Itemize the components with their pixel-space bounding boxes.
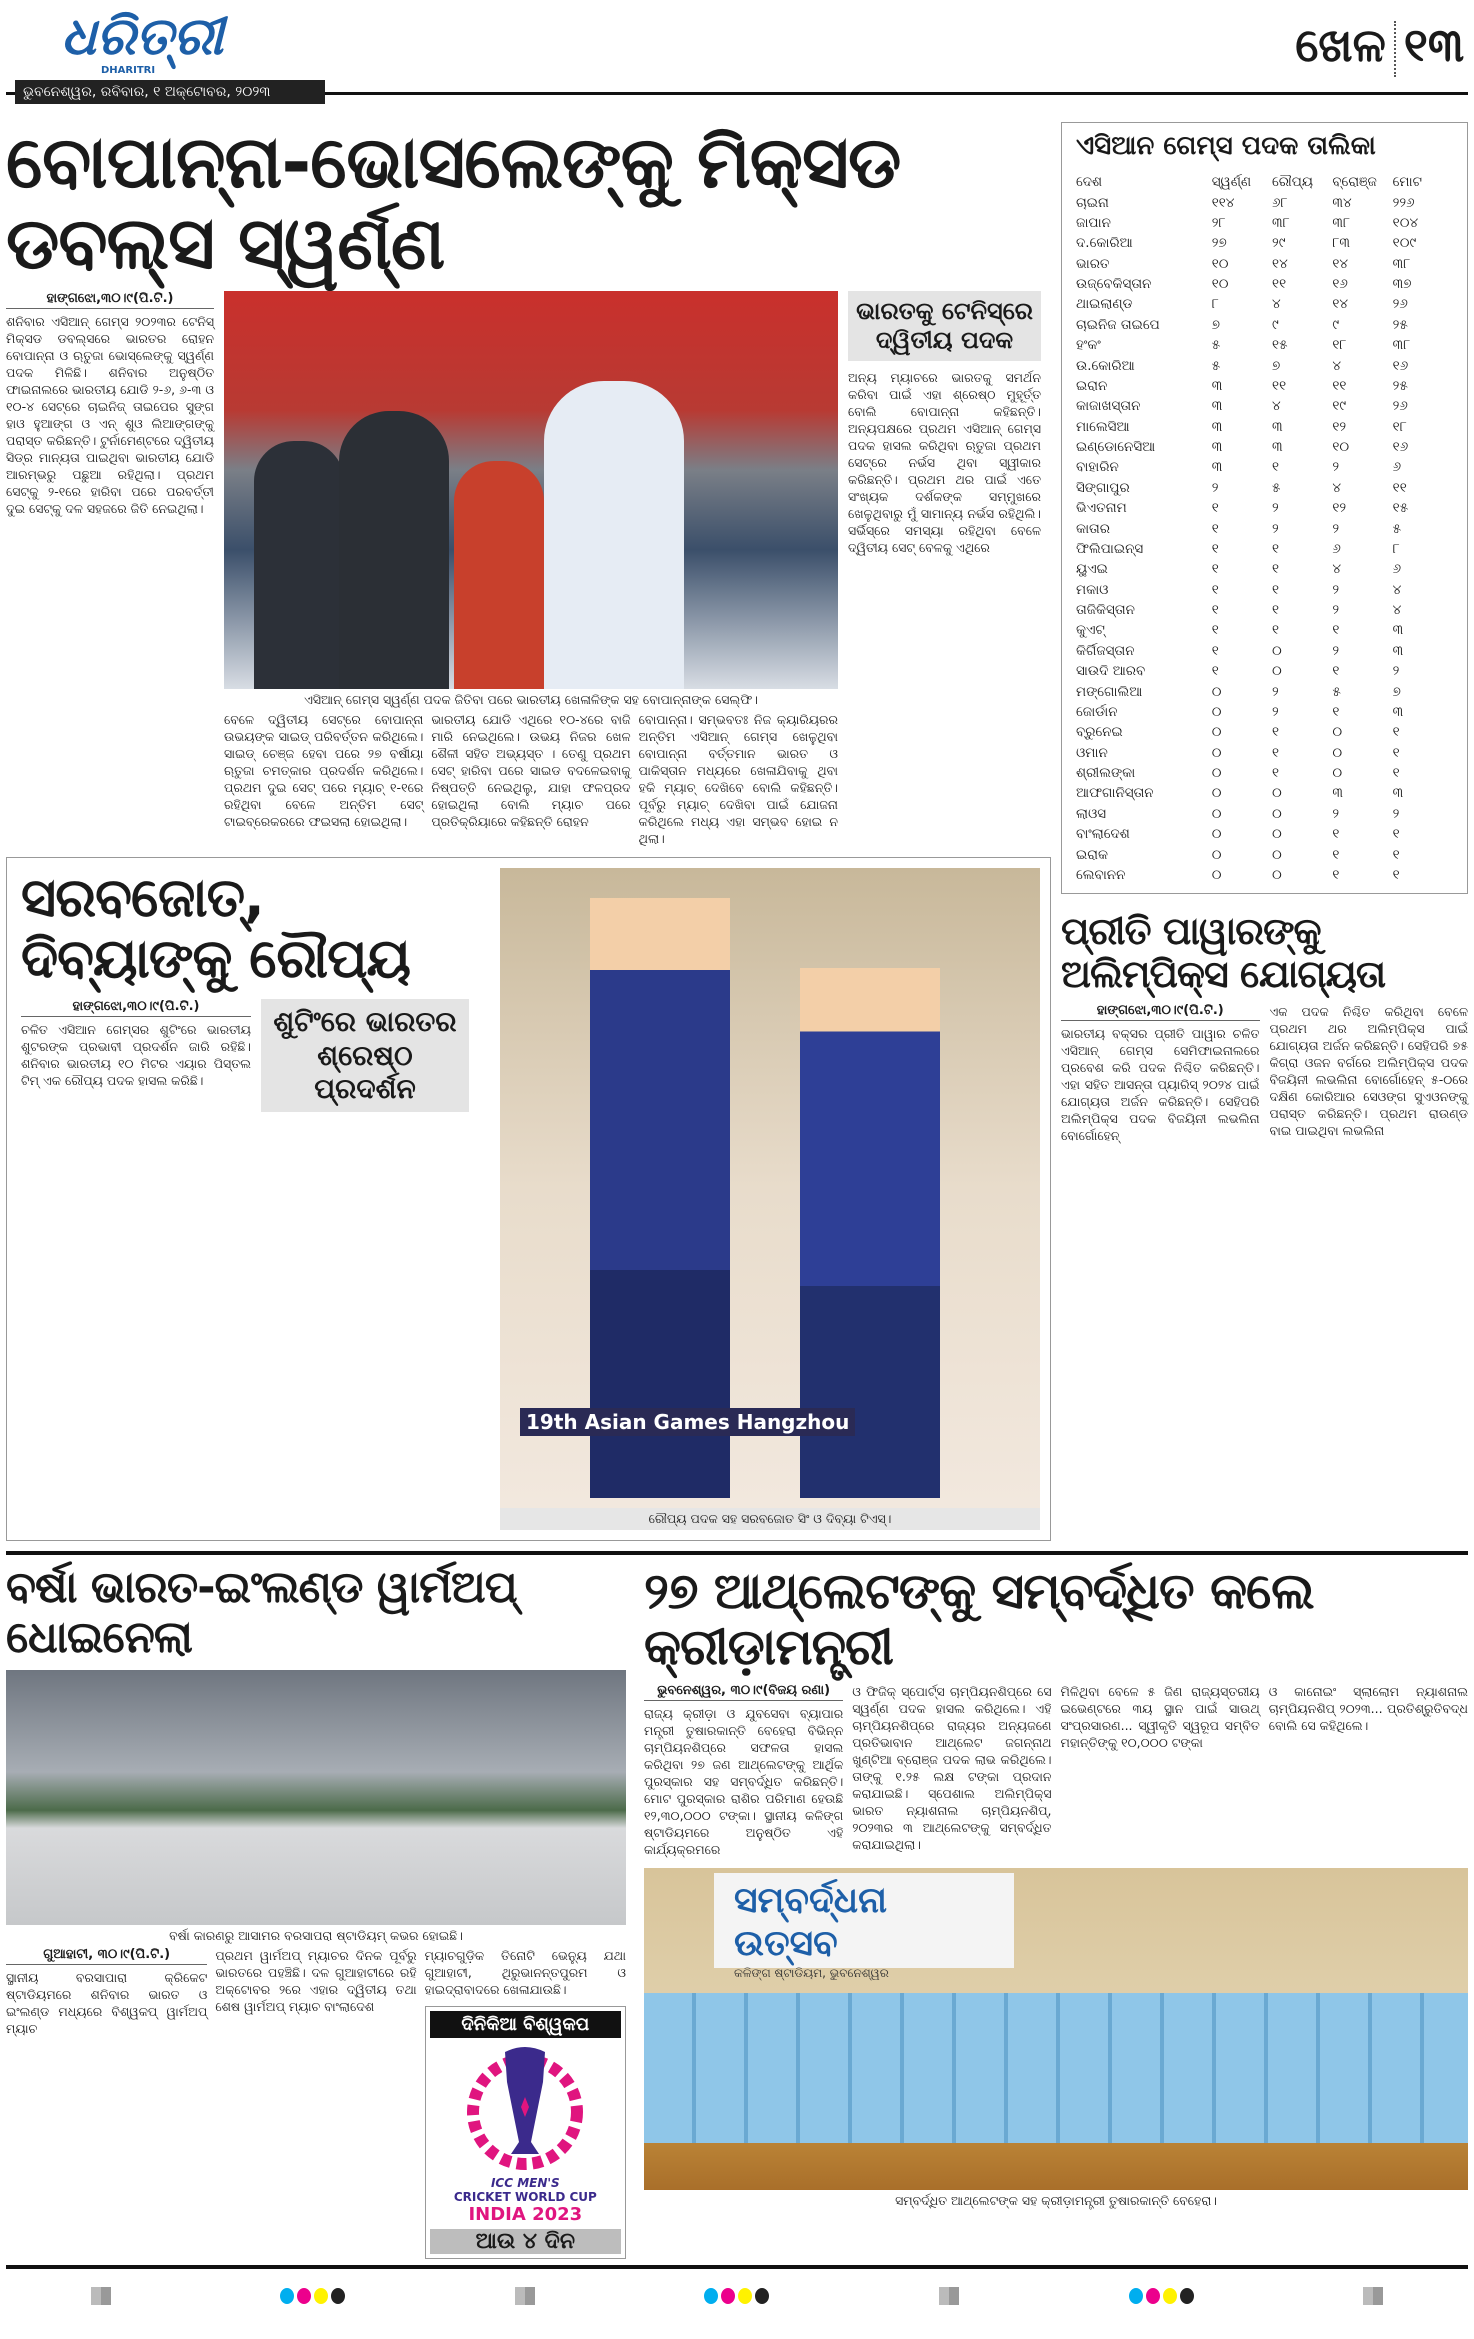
banner-subtext: କଳିଙ୍ଗ ଷ୍ଟାଡିୟମ, ଭୁବନେଶ୍ୱର [734,1965,889,1980]
country-name: ଭିଏତନାମ [1076,500,1127,517]
medal-count: ୦ [1272,663,1282,680]
medal-count: ୨ [1392,663,1400,680]
medal-count: ୧ [1392,866,1400,883]
medal-count: ୫ [1211,337,1221,354]
medal-row [1076,315,1453,335]
medal-row [1076,274,1453,294]
medal-count: ୩ [1211,398,1223,415]
medal-count: ୨ [1332,602,1340,619]
medal-count: ୪ [1332,561,1341,578]
medal-count: ୪ [1272,296,1281,313]
world-cup-trophy-icon [465,2042,585,2172]
medal-row [1076,192,1453,212]
medal-row [1076,722,1453,742]
registration-cmyk-mark [1129,2288,1194,2304]
athletes-col-2: ଓ ଫିଜିକ୍ ସ୍ପୋର୍ଟ୍ସ ଚାମ୍ପିୟନଶିପ୍‌ରେ ସେ ସ୍ୱର୍ଣ୍ଣ ପଦକ ହାସଲ କରିଥିଲେ। ଏହି ଚାମ୍ପିୟନଶିପ୍‌ରେ ରାଜ୍ୟର ଅନ୍ୟଜଣେ ପ୍ରତିଭାବାନ ଆଥ୍‌ଲେଟ ଜଗନ୍ନାଥ ଖୁଣ୍ଟିଆ ବ୍ରୋଞ୍ଜ ପଦକ ଲାଭ କରିଥିଲେ। ତାଙ୍କୁ ୧.୨୫ ଲକ୍ଷ ଟଙ୍କା ପ୍ରଦାନ କରାଯାଇଛି। ସ୍ପେଶାଲ ଅଲିମ୍ପିକ୍ସ ଭାରତ ନ୍ୟାଶନାଲ ଚାମ୍ପିୟନଶିପ୍, ୨୦୨୩ର ୩ ଆଥ୍‌ଲେଟଙ୍କୁ ସମ୍ବର୍ଦ୍ଧିତ କରାଯାଇଥିଲା। [852,1684,1052,1853]
medal-row [1076,213,1453,233]
country-name: ବାଂଲାଦେଶ [1076,826,1130,843]
banner-text: ସମ୍ବର୍ଦ୍ଧନା ଉତ୍ସବ [734,1880,888,1965]
boxing-col-2: ଏକ ପଦକ ନିଶ୍ଚିତ କରିଥିବା ବେଳେ ପ୍ରଥମ ଥର ଅଲିମ୍ପିକ୍ସ ପାଇଁ ଯୋଗ୍ୟତା ଅର୍ଜନ କରିଛନ୍ତି। ସେହିପରି ୭୫ କିଗ୍ରା ଓଜନ ବର୍ଗରେ ଅଲିମ୍ପିକ୍ସ ପଦକ ବିଜୟିନୀ ଲଭଲିନା ବୋର୍ଗୋହେନ୍ ୫-୦ରେ ଦକ୍ଷିଣ କୋରିଆର ସେଓଙ୍ଗ ସୁଏଓନଙ୍କୁ ପରାସ୍ତ କରିଛନ୍ତି। ପ୍ରଥମ ରାଉଣ୍ଡ ବାଇ ପାଇଥିବା ଲଭଲିନା [1269,1004,1468,1139]
athletes-col-3: ମିଳିଥିବା ବେଳେ ୫ ଜିଣ ରାଜ୍ୟସ୍ତରୀୟ ଇଭେଣ୍ଟରେ ୩ୟ ସ୍ଥାନ ପାଇଁ ସାଉଥ୍ ସଂପ୍ରସାରଣ... ସ୍ୱୀକୃତି ସ୍ୱରୂପ ସମ୍ବିତ ମହାନ୍ତିଙ୍କୁ ୧୦,୦୦୦ ଟଙ୍କା [1060,1684,1260,1751]
medal-count: ୨୬ [1392,398,1408,415]
rain-caption: ବର୍ଷା କାରଣରୁ ଆସାମର ବରସାପରା ଷ୍ଟାଡିୟମ୍ କଭର ହୋଇଛି। [169,1927,463,1943]
medal-count: ୭ [1211,316,1220,333]
medal-count: ୧ [1272,561,1280,578]
medal-count: ୧ [1211,642,1219,659]
registration-grey-mark [1363,2287,1383,2305]
tennis-selfie-photo [224,291,838,689]
medal-count: ୧ [1392,846,1400,863]
medal-count: ୩ [1211,439,1223,456]
medal-count: ୧୧ [1392,479,1407,496]
medal-count: ୨ [1332,459,1340,476]
medal-count: ୦ [1211,866,1222,883]
medal-count: ୧ [1332,826,1340,843]
country-name: ଫିଲିପାଇନ୍ସ [1076,540,1144,557]
medal-count: ୧୧ [1272,377,1287,394]
medal-count: ୧ [1272,581,1280,598]
medal-count: ୧ [1272,765,1280,782]
medal-count: ୧ [1332,622,1340,639]
medal-count: ୩୮ [1392,255,1411,272]
shooting-story-box [6,857,1051,1541]
athletes-felicitation-photo [644,1868,1468,2190]
registration-grey-mark [91,2287,111,2305]
medal-count: ୨୫ [1392,377,1408,394]
medal-count: ୧ [1392,765,1400,782]
country-name: ଓମାନ [1076,744,1108,761]
medal-count: ୭ [1392,683,1401,700]
masthead [6,8,1468,116]
shooting-caption: ରୌପ୍ୟ ପଦକ ସହ ସରବଜୋତ ସିଂ ଓ ଦିବ୍ୟା ଟିଏସ୍। [500,1508,1040,1530]
country-name: ସାଉଦି ଆରବ [1076,663,1146,680]
country-name: ଦ.କୋରିଆ [1076,235,1133,252]
medal-count: ୨୭ [1211,235,1227,252]
medal-table-box [1061,122,1468,894]
medal-row [1076,783,1453,803]
medal-count: ୧୧ [1332,377,1347,394]
medal-row [1076,437,1453,457]
rain-story [6,1563,626,2259]
country-name: ମାଲେସିଆ [1076,418,1130,435]
medal-count: ୧ [1272,540,1280,557]
athletes-headline: ୨୭ ଆଥ୍‌ଲେଟଙ୍କୁ ସମ୍ବର୍ଦ୍ଧିତ କଲେ କ୍ରୀଡ଼ାମନ୍ତ୍ରୀ [644,1562,1314,1677]
medal-row [1076,498,1453,518]
medal-count: ୨ [1332,520,1340,537]
medal-count: ୧୦ [1211,255,1229,272]
medal-row [1076,580,1453,600]
medal-row [1076,641,1453,661]
medal-count: ୫ [1211,357,1221,374]
medal-count: ୧ [1272,622,1280,639]
medal-count: ୧୦ [1211,276,1229,293]
medal-count: ୩ [1272,418,1283,435]
medal-count: ୦ [1272,826,1282,843]
medal-count: ୦ [1332,744,1343,761]
medal-row [1076,233,1453,253]
medal-count: ୧ [1272,602,1280,619]
medal-count: ୦ [1272,846,1282,863]
shooting-headline: ସରବଜୋତ୍, ଦିବ୍ୟାଙ୍କୁ ରୌପ୍ୟ [21,866,411,990]
medal-count: ୧ [1332,663,1340,680]
medal-count: ୪ [1272,398,1281,415]
country-name: ଇଣ୍ଡୋନେସିଆ [1076,439,1156,456]
shooting-body: ହାଙ୍ଗଝୋ,୩୦।୯(ପି.ଟି.) ଚଳିତ ଏସିଆନ ଗେମ୍ସର ଶୁଟିଂରେ ଭାରତୀୟ ଶୁଟରଙ୍କ ପ୍ରଭାବୀ ପ୍ରଦର୍ଶନ ଜାରି ରହିଛି। ଶନିବାର ଭାରତୀୟ ୧୦ ମିଟର ଏୟାର ପିସ୍ତଲ ଟିମ୍ ଏକ ରୌପ୍ୟ ପଦକ ହାସଲ କରିଛି। [21,999,251,1089]
medal-header: ବ୍ରୋଞ୍ଜ [1332,174,1377,191]
medal-count: ୨ [1272,500,1279,517]
medal-count: ୨ [1211,479,1219,496]
medal-count: ୧୦୪ [1392,214,1419,231]
medal-count: ୪ [1332,479,1341,496]
medal-count: ୬ [1392,459,1402,476]
tennis-col-4: ବୋପାନ୍ନା। ସମ୍ଭବତଃ ନିଜ କ୍ୟାରିୟରର ଅନ୍ତିମ ଏସିଆନ୍ ଗେମ୍ସ ଖେଳୁଥିବା ବୋପାନ୍ନା ବର୍ତ୍ତମାନ ଭାରତ ଓ ପାକିସ୍ତାନ ମଧ୍ୟରେ ଖେଳାଯିବାକୁ ଥିବା ହକି ମ୍ୟାଚ୍ ଦେଖିବେ ବୋଲି କହିଛନ୍ତି। ପୂର୍ବରୁ ମ୍ୟାଚ୍ ଦେଖିବା ପାଇଁ ଯୋଜନା କରିଥିଲେ ମଧ୍ୟ ଏହା ସମ୍ଭବ ହୋଇ ନ ଥିଲା। [638,712,838,847]
medal-row [1076,396,1453,416]
boxing-col-1: ହାଙ୍ଗଝୋ,୩୦।୯(ପି.ଟି.) ଭାରତୀୟ ବକ୍ସର ପ୍ରୀତି ପାୱାର ଚଳିତ ଏସିଆନ୍ ଗେମ୍ସ ସେମିଫାଇନାଲରେ ପ୍ରବେଶ କରି ପଦକ ନିଶ୍ଚିତ କରିଛନ୍ତି। ଏହା ସହିତ ଆସନ୍ତା ପ୍ୟାରିସ୍ ୨୦୨୪ ପାଇଁ ଯୋଗ୍ୟତା ଅର୍ଜନ କରିଛନ୍ତି। ସେହିପରି ଅଲିମ୍ପିକ୍ସ ପଦକ ବିଜୟିନୀ ଲଭଲିନା ବୋର୍ଗୋହେନ୍ [1061,1003,1260,1144]
medal-count: ୧୮ [1332,337,1347,354]
medal-count: ୧୫ [1272,337,1288,354]
medal-count: ୧୧୪ [1211,194,1235,211]
medal-count: ୩ [1392,703,1404,720]
medal-count: ୧୪ [1272,255,1288,272]
boxing-headline: ପ୍ରୀତି ପାୱାରଙ୍କୁ ଅଲିମ୍ପିକ୍ସ ଯୋଗ୍ୟତା [1061,909,1386,996]
country-name: ହଂକଂ [1076,337,1101,354]
tennis-headline: ବୋପାନ୍ନା-ଭୋସଲେଙ୍କୁ ମିକ୍ସଡ ଡବଲ୍ସ ସ୍ୱର୍ଣ୍ଣ [6,120,901,285]
medal-count: ୩୮ [1332,214,1351,231]
country-name: ଉ.କୋରିଆ [1076,357,1135,374]
rain-col-1: ଗୁଆହାଟୀ, ୩୦।୯(ପି.ଟି.) ସ୍ଥାନୀୟ ବରସାପାରା କ୍ରିକେଟ ଷ୍ଟାଡିୟମରେ ଶନିବାର ଭାରତ ଓ ଇଂଲଣ୍ଡ ମଧ୍ୟରେ ବିଶ୍ୱକପ୍ ୱାର୍ମଅପ୍ ମ୍ୟାଚ [6,1946,208,2036]
wc-line1: ICC MEN'S [490,2175,560,2190]
tennis-subhead: ଭାରତକୁ ଟେନିସ୍‌ରେ ଦ୍ୱିତୀୟ ପଦକ [848,291,1041,361]
medal-count: ୧ [1211,540,1219,557]
country-name: ବ୍ରୁନେଇ [1076,724,1123,741]
medal-count: ୨ [1332,805,1340,822]
country-name: ଜୋର୍ଡାନ [1076,703,1118,720]
medal-header: ଦେଶ [1076,174,1103,191]
medal-row [1076,539,1453,559]
medal-count: ୧୪ [1332,255,1349,272]
medal-count: ୧ [1211,602,1219,619]
medal-count: ୩ [1392,785,1404,802]
country-name: ଚାଇନା [1076,194,1109,211]
medal-count: ୪ [1392,602,1402,619]
right-column [1061,122,1468,1541]
medal-row [1076,335,1453,355]
medal-count: ୦ [1272,805,1282,822]
medal-count: ୩ [1211,377,1223,394]
medal-count: ୨୫ [1392,316,1408,333]
medal-count: ୧୬ [1392,439,1409,456]
medal-count: ୮ [1392,540,1400,557]
medal-count: ୬୮ [1272,194,1288,211]
rain-col-3: ମ୍ୟାଚଗୁଡ଼ିକ ତିନୋଟି ଭେନ୍ୟୁ ଯଥା ଗୁଆହାଟୀ, ଥିରୁଭାନନ୍ତପୁରମ ଓ ହାଇଦ୍ରାବାଦରେ ଖେଳାଯାଉଛି। [424,1947,626,1997]
medal-count: ୦ [1272,642,1282,659]
shooting-subhead: ଶୁଟିଂରେ ଭାରତର ଶ୍ରେଷ୍ଠ ପ୍ରଦର୍ଶନ [261,999,469,1112]
medal-count: ୮ [1211,296,1219,313]
medal-count: ୧୦୯ [1392,235,1417,252]
medal-count: ୬ [1392,561,1402,578]
medal-count: ୨ [1332,581,1340,598]
medal-row [1076,600,1453,620]
medal-count: ୧୬ [1392,357,1409,374]
logo-subtitle: DHARITRI [101,65,156,76]
country-name: ଜାପାନ [1076,214,1111,231]
medal-count: ୦ [1272,866,1282,883]
registration-marks [6,2287,1468,2305]
medal-count: ୧ [1392,744,1400,761]
medal-count: ୧୪ [1332,296,1349,313]
bottom-rule [6,2265,1468,2269]
country-name: ଶ୍ରୀଲଙ୍କା [1076,765,1136,782]
medal-count: ୨୮ [1211,214,1226,231]
newspaper-logo[interactable]: ଧରିତ୍ରୀ DHARITRI [61,7,224,76]
medal-row [1076,661,1453,681]
medal-count: ୦ [1332,765,1343,782]
medal-count: ୨୬ [1392,296,1408,313]
medal-row [1076,518,1453,538]
medal-count: ୦ [1211,703,1222,720]
tennis-col-3: ଭାରତୀୟ ଯୋଡି ଏଥିରେ ୧୦-୪ରେ ବାଜି ମାରି ନେଇଥିଲେ। ଉଭୟ ନିଜର ଖେଳ ଶୈଳୀ ସହିତ ଅଭ୍ୟସ୍ତ । ତେଣୁ ପ୍ରଥମ ସେଟ୍ ହାରିବା ପରେ ସାଇଡ ବଦଳେଇବାକୁ ନିଷ୍ପତ୍ତି ନେଇଥିଲୁ, ଯାହା ଫଳପ୍ରଦ ହୋଇଥିଲା ବୋଲି ମ୍ୟାଚ ପରେ ପ୍ରତିକ୍ରିୟାରେ କହିଛନ୍ତି ରୋହନ [431,712,631,830]
medal-count: ୫ [1272,479,1281,496]
medal-row [1076,620,1453,640]
medal-count: ୩ [1211,459,1223,476]
medal-count: ୧ [1211,500,1219,517]
country-name: ମକାଓ [1076,581,1109,598]
medal-count: ୧୧ [1272,276,1287,293]
medal-count: ୦ [1211,683,1222,700]
medal-count: ୦ [1211,805,1222,822]
medal-row [1076,681,1453,701]
registration-grey-mark [939,2287,959,2305]
country-name: ଚାଇନିଜ ତାଇପେ [1076,316,1160,333]
country-name: କୁଏଟ୍ [1076,622,1105,639]
medal-row [1076,844,1453,864]
medal-count: ୨ [1272,683,1279,700]
medal-row [1076,743,1453,763]
wc-title: ଦିନିକିଆ ବିଶ୍ୱକପ [430,2011,621,2038]
medal-count: ୧ [1211,520,1219,537]
tennis-caption: ଏସିଆନ୍ ଗେମ୍ସ ସ୍ୱର୍ଣ୍ଣ ପଦକ ଜିତିବା ପରେ ଭାରତୀୟ ଖେଳାଳିଙ୍କ ସହ ବୋପାନ୍ନାଙ୍କ ସେଲ୍ଫି। [304,692,758,708]
medal-count: ୧ [1332,866,1340,883]
wc-countdown: ଆଉ ୪ ଦିନ [430,2229,621,2254]
world-cup-countdown-box [425,2006,626,2259]
medal-count: ୩ [1332,785,1343,802]
tennis-side-col: ଅନ୍ୟ ମ୍ୟାଚରେ ଭାରତକୁ ସମର୍ଥନ କରିବା ପାଇଁ ଏହା ଶ୍ରେଷ୍ଠ ମୁହୂର୍ତ୍ତ ବୋଲି ବୋପାନ୍ନା କହିଛନ୍ତି। ଅନ୍ୟପକ୍ଷରେ ପ୍ରଥମ ଏସିଆନ୍ ଗେମ୍ସ ପଦକ ହାସଲ କରିଥିବା ଋତୁଜା ପ୍ରଥମ ସେଟ୍‌ରେ ନର୍ଭସ ଥିବା ସ୍ୱୀକାର କରିଛନ୍ତି। ପ୍ରଥମ ଥର ପାଇଁ ଏତେ ସଂଖ୍ୟକ ଦର୍ଶକଙ୍କ ସମ୍ମୁଖରେ ଖେଳୁଥିବାରୁ ମୁଁ ସାମାନ୍ୟ ନର୍ଭସ ରହିଥିଲି। ସର୍ଭିସ୍‌ରେ ସମସ୍ୟା ରହିଥିବା ବେଳେ ଦ୍ୱିତୀୟ ସେଟ୍ ବେଳକୁ ଏଥିରେ [848,369,1041,555]
medal-row [1076,824,1453,844]
medal-row [1076,417,1453,437]
medal-count: ୩ [1211,418,1223,435]
medal-count: ୧ [1332,846,1340,863]
country-name: ୟୁଏଇ [1076,561,1108,578]
left-column [6,122,1051,1541]
country-name: କାଜାଖସ୍ତାନ [1076,398,1141,415]
medal-table [1076,172,1453,885]
country-name: ଲେବାନନ [1076,866,1126,883]
country-name: ଥାଇଲାଣ୍ଡ [1076,296,1133,313]
medal-count: ୨ [1272,703,1279,720]
medal-count: ୧ [1272,744,1280,761]
medal-row [1076,254,1453,274]
medal-row [1076,457,1453,477]
athletes-col-1: ଭୁବନେଶ୍ୱର, ୩୦।୯(ବିଜୟ ରଣା) ରାଜ୍ୟ କ୍ରୀଡ଼ା ଓ ଯୁବସେବା ବ୍ୟାପାର ମନ୍ତ୍ରୀ ତୁଷାରକାନ୍ତି ବେହେରା ବିଭିନ୍ନ ଚାମ୍ପିୟନଶିପ୍‌ରେ ସଫଳତା ହାସଲ କରିଥିବା ୨୭ ଜଣ ଆଥ୍‌ଲେଟଙ୍କୁ ଆର୍ଥିକ ପୁରସ୍କାର ସହ ସମ୍ବର୍ଦ୍ଧିତ କରିଛନ୍ତି। ମୋଟ ପୁରସ୍କାର ରାଶିର ପରିମାଣ ହେଉଛି ୧୨,୩୦,୦୦୦ ଟଙ୍କା। ସ୍ଥାନୀୟ କଳିଙ୍ଗ ଷ୍ଟାଡିୟମରେ ଅନୁଷ୍ଠିତ ଏହି କାର୍ଯ୍ୟକ୍ରମରେ [644,1683,844,1858]
medal-row [1076,294,1453,314]
tennis-col-1: ହାଙ୍ଗଝୋ,୩୦।୯(ପି.ଟି.) ଶନିବାର ଏସିଆନ୍ ଗେମ୍ସ ୨୦୨୩ର ଟେନିସ୍ ମିକ୍ସଡ ଡବଲ୍ସରେ ଭାରତର ରୋହନ ବୋପାନ୍ନା ଓ ଋତୁଜା ଭୋସ୍‌ଲେଙ୍କୁ ସ୍ୱର୍ଣ୍ଣ ପଦକ ମିଳିଛି। ଶନିବାର ଅନୁଷ୍ଠିତ ଫାଇନାଲରେ ଭାରତୀୟ ଯୋଡି ୨-୬, ୬-୩ ଓ ୧୦-୪ ସେଟ୍‌ରେ ଚାଇନିଜ୍ ତାଇପେର ସୁଙ୍ଗ ହାଓ ହୁଆଙ୍ଗ ଓ ଏନ୍ ଶୁଓ ଲିଆଙ୍ଗଙ୍କୁ ପରାସ୍ତ କରିଛନ୍ତି। ଟୁର୍ନାମେଣ୍ଟରେ ଦ୍ୱିତୀୟ ସିଡ୍ର ମାନ୍ୟତା ପାଇଥିବା ଭାରତୀୟ ଯୋଡି ଆରମ୍ଭରୁ ପଛୁଆ ରହିଥିଲା। ପ୍ରଥମ ସେଟ୍‌କୁ ୨-୧ରେ ହାରିବା ପରେ ପରବର୍ତ୍ତୀ ଦୁଇ ସେଟ୍‌କୁ ଦଳ ସହଜରେ ଜିତି ନେଇଥିଲା। [6,291,214,517]
medal-count: ୧ [1211,622,1219,639]
medal-count: ୦ [1332,724,1343,741]
medal-row [1076,478,1453,498]
medal-count: ୪ [1332,357,1341,374]
medal-header: ମୋଟ [1392,174,1422,191]
medal-header: ସ୍ୱର୍ଣ୍ଣ [1211,174,1252,191]
shooting-photo [500,868,1040,1508]
medal-count: ୯ [1332,316,1340,333]
medal-count: ୨ [1332,642,1340,659]
country-name: ଇରାନ [1076,377,1108,394]
country-name: ମଙ୍ଗୋଲିଆ [1076,683,1143,700]
medal-row [1076,376,1453,396]
country-name: ଇରାକ [1076,846,1108,863]
athletes-caption: ସମ୍ବର୍ଦ୍ଧିତ ଆଥ୍‌ଲେଟଙ୍କ ସହ କ୍ରୀଡ଼ାମନ୍ତ୍ରୀ ତୁଷାରକାନ୍ତି ବେହେରା। [895,2193,1217,2209]
medal-count: ୧ [1211,663,1219,680]
registration-grey-mark [515,2287,535,2305]
country-name: ବାହାରିନ [1076,459,1119,476]
country-name: କାତାର [1076,520,1111,537]
medal-count: ୧ [1272,724,1280,741]
medal-count: ୭ [1272,357,1281,374]
medal-header: ରୌପ୍ୟ [1272,174,1313,191]
medal-row [1076,702,1453,722]
country-name: ଭାରତ [1076,255,1110,272]
medal-count: ୧ [1392,724,1400,741]
medal-count: ୩ [1392,642,1404,659]
medal-count: ୬ [1332,540,1341,557]
medal-count: ୧ [1211,561,1219,578]
athletes-col-4: ଓ କାନୋଇଂ ସ୍ଲାଲୋମ ନ୍ୟାଶନାଲ ଚାମ୍ପିୟନଶିପ୍ ୨୦୨୩... ପ୍ରତିଶ୍ରୁତିବଦ୍ଧ ବୋଲି ସେ କହିଥିଲେ। [1268,1684,1468,1734]
medal-count: ୧୨ [1332,418,1347,435]
medal-count: ୧ [1211,581,1219,598]
registration-cmyk-mark [704,2288,769,2304]
medal-count: ୦ [1211,765,1222,782]
medal-row [1076,559,1453,579]
photo-signage: 19th Asian Games Hangzhou [520,1408,855,1436]
medal-count: ୯ [1272,316,1279,333]
medal-count: ୫ [1332,683,1341,700]
page-number: ୧୩ [1403,18,1464,72]
medal-count: ୧୬ [1332,276,1348,293]
medal-count: ୩୮ [1392,337,1411,354]
section-divider [6,1551,1468,1555]
medal-count: ୩ [1392,622,1404,639]
country-name: ସିଙ୍ଗାପୁର [1076,479,1130,496]
medal-count: ୪ [1392,581,1402,598]
medal-count: ୩ [1272,439,1283,456]
country-name: ତାଜିକିସ୍ତାନ [1076,602,1135,619]
rain-stadium-photo [6,1670,626,1925]
medal-count: ୦ [1211,826,1222,843]
medal-count: ୨ [1272,520,1279,537]
medal-row [1076,763,1453,783]
athletes-story [644,1563,1468,2259]
wc-line2: CRICKET WORLD CUP [453,2189,597,2204]
medal-count: ୨ [1392,805,1400,822]
medal-count: ୧୮ [1392,418,1407,435]
medal-count: ୧୨ [1332,500,1347,517]
medal-row [1076,804,1453,824]
medal-count: ୧୦ [1332,439,1350,456]
medal-count: ୦ [1211,785,1222,802]
registration-cmyk-mark [280,2288,345,2304]
medal-row [1076,865,1453,885]
medal-count: ୧ [1272,459,1280,476]
country-name: ଲାଓସ [1076,805,1107,822]
medal-count: ୮୩ [1332,235,1351,252]
medal-count: ୩୪ [1332,194,1352,211]
country-name: କିର୍ଗିଜସ୍ତାନ [1076,642,1135,659]
section-label: ଖେଳ ୧୩ [1295,16,1464,77]
medal-count: ୨୨୬ [1392,194,1415,211]
medal-count: ୧ [1392,826,1400,843]
medal-count: ୩୭ [1392,276,1412,293]
medal-count: ୫ [1392,520,1402,537]
medal-count: ୧୯ [1332,398,1347,415]
dateline: ହାଙ୍ଗଝୋ,୩୦।୯(ପି.ଟି.) [6,291,214,309]
medal-count: ୦ [1211,744,1222,761]
medal-table-title: ଏସିଆନ ଗେମ୍ସ ପଦକ ତାଲିକା [1076,131,1376,161]
medal-count: ୩୮ [1272,214,1290,231]
medal-count: ୧ [1332,703,1340,720]
medal-count: ୨୯ [1272,235,1286,252]
date-bar: ଭୁବନେଶ୍ୱର, ରବିବାର, ୧ ଅକ୍ଟୋବର, ୨୦୨୩ [15,80,325,104]
tennis-col-2: ବେଳେ ଦ୍ୱିତୀୟ ସେଟ୍‌ରେ ବୋପାନ୍ନା ଉଭୟଙ୍କ ସାଇଡ୍ ପରିବର୍ତ୍ତନ କରିଥିଲେ। ସାଇଡ୍ ଚେଞ୍ଜ ହେବା ପରେ ୨୭ ବର୍ଷୀୟା ଋତୁଜା ଚମତ୍କାର ପ୍ରଦର୍ଶନ କରିଥିଲେ। ପ୍ରଥମ ଦୁଇ ସେଟ୍ ପରେ ମ୍ୟାଚ୍ ୧-୧ରେ ରହିଥିବା ବେଳେ ଅନ୍ତିମ ସେଟ୍ ଟାଇବ୍ରେକରରେ ଫଇସଲା ହୋଇଥିଲା। [224,712,424,830]
rain-col-2: ପ୍ରଥମ ୱାର୍ମଅପ୍ ମ୍ୟାଚର ଦିନକ ପୂର୍ବରୁ ଭାରତରେ ପହଞ୍ଚିଛି। ଦଳ ଗୁଆହାଟୀରେ ରହି ଅକ୍ଟୋବର ୨ରେ ଏହାର ଦ୍ୱିତୀୟ ତଥା ଶେଷ ୱାର୍ମଅପ୍ ମ୍ୟାଚ ବାଂଲାଦେଶ [215,1947,417,2014]
medal-count: ୦ [1272,785,1282,802]
medal-count: ୦ [1211,724,1222,741]
medal-row [1076,355,1453,375]
medal-count: ୦ [1211,846,1222,863]
wc-line3: INDIA 2023 [468,2203,583,2225]
medal-count: ୧୫ [1392,500,1409,517]
country-name: ଆଫଗାନିସ୍ତାନ [1076,785,1154,802]
rain-headline: ବର୍ଷା ଭାରତ-ଇଂଲଣ୍ଡ ୱାର୍ମଅପ୍ ଧୋଇନେଲା [6,1562,517,1663]
country-name: ଉଜ୍‌ବେକିସ୍ତାନ [1076,276,1152,293]
